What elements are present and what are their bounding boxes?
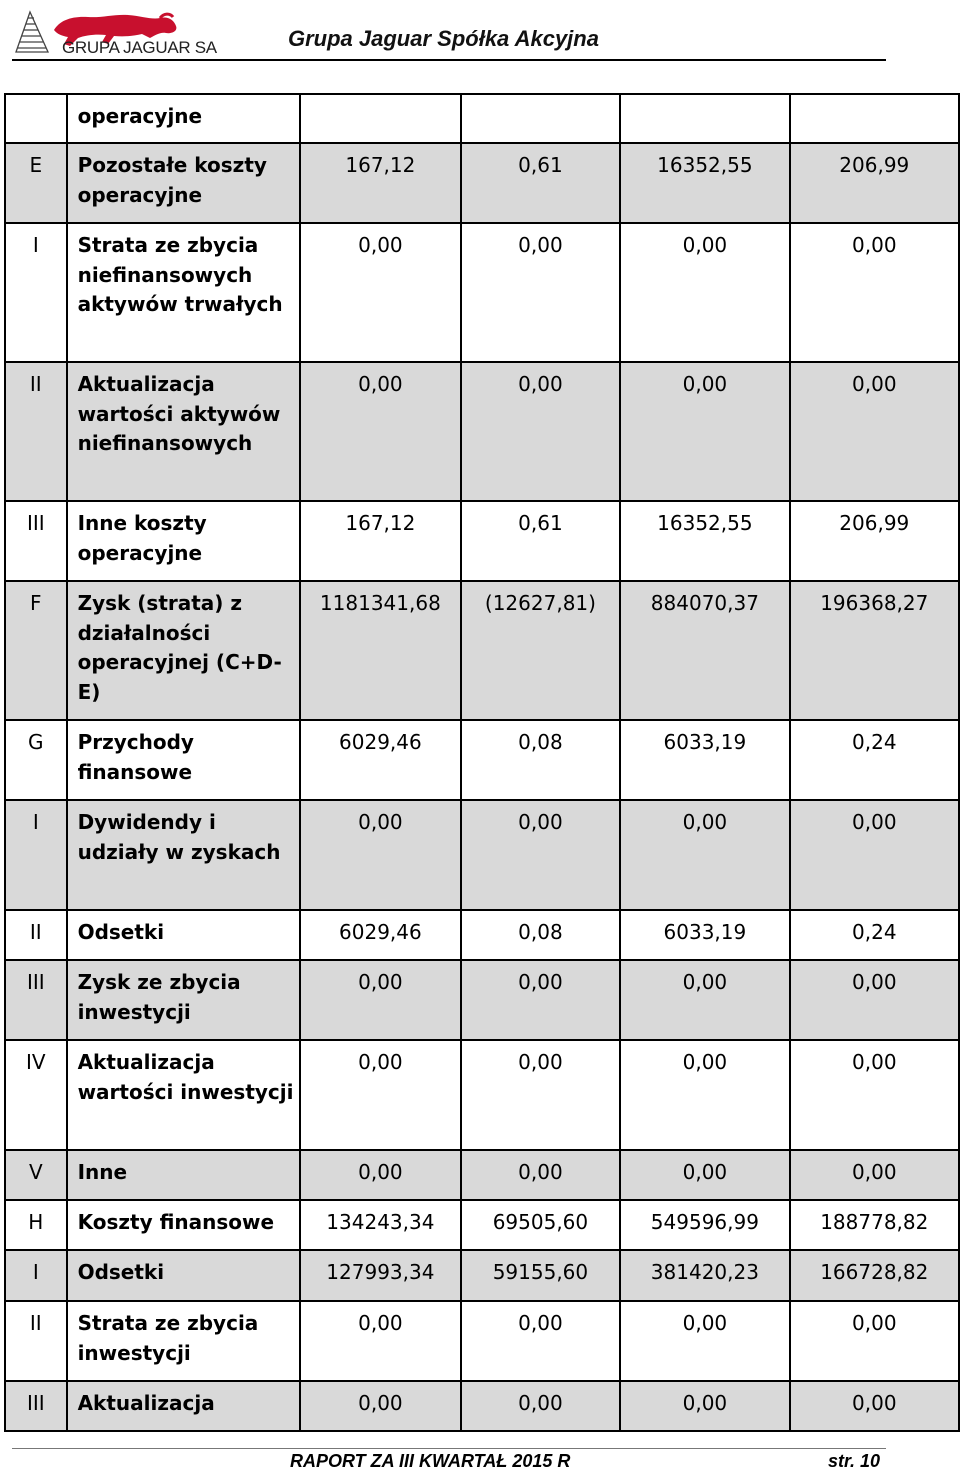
value-cell: 69505,60 xyxy=(461,1200,621,1250)
value-cell: 0,00 xyxy=(790,1150,959,1200)
row-label: operacyjne xyxy=(67,94,301,143)
value-cell: 0,00 xyxy=(461,1150,621,1200)
value-cell: 0,00 xyxy=(790,1381,959,1431)
value-cell: 0,00 xyxy=(790,1301,959,1381)
table-row xyxy=(5,960,959,1040)
value-cell: 0,00 xyxy=(620,223,789,362)
table-row xyxy=(5,143,959,223)
row-label: Aktualizacja wartości inwestycji xyxy=(67,1040,301,1150)
value-cell: 167,12 xyxy=(300,501,461,581)
table-row xyxy=(5,800,959,910)
value-cell xyxy=(620,94,789,143)
row-code: E xyxy=(5,143,67,223)
value-cell: 0,00 xyxy=(461,223,621,362)
value-cell: 0,61 xyxy=(461,143,621,223)
row-code: III xyxy=(5,1381,67,1431)
value-cell: 0,00 xyxy=(461,800,621,910)
row-label: Zysk ze zbycia inwestycji xyxy=(67,960,301,1040)
footer-report-title: RAPORT ZA III KWARTAŁ 2015 R xyxy=(290,1451,571,1471)
value-cell: 0,08 xyxy=(461,910,621,960)
value-cell: 206,99 xyxy=(790,501,959,581)
value-cell: 16352,55 xyxy=(620,501,789,581)
value-cell xyxy=(461,94,621,143)
value-cell: 549596,99 xyxy=(620,1200,789,1250)
table-row xyxy=(5,501,959,581)
row-code: G xyxy=(5,720,67,800)
value-cell: 0,00 xyxy=(790,223,959,362)
value-cell: 1181341,68 xyxy=(300,581,461,720)
value-cell xyxy=(790,94,959,143)
value-cell: 0,00 xyxy=(620,1381,789,1431)
row-label: Odsetki xyxy=(67,910,301,960)
row-code: I xyxy=(5,223,67,362)
value-cell: 206,99 xyxy=(790,143,959,223)
value-cell: 0,00 xyxy=(300,362,461,501)
value-cell: 0,00 xyxy=(300,1040,461,1150)
value-cell: 167,12 xyxy=(300,143,461,223)
value-cell: 884070,37 xyxy=(620,581,789,720)
value-cell: 0,00 xyxy=(620,800,789,910)
value-cell: 0,00 xyxy=(300,1301,461,1381)
value-cell: 0,00 xyxy=(300,1150,461,1200)
value-cell: 0,00 xyxy=(461,362,621,501)
value-cell: 0,00 xyxy=(790,960,959,1040)
value-cell: 0,00 xyxy=(790,362,959,501)
row-code: F xyxy=(5,581,67,720)
row-code: II xyxy=(5,1301,67,1381)
value-cell: 134243,34 xyxy=(300,1200,461,1250)
row-code: I xyxy=(5,800,67,910)
row-label: Strata ze zbycia inwestycji xyxy=(67,1301,301,1381)
row-label: Inne koszty operacyjne xyxy=(67,501,301,581)
row-label: Pozostałe koszty operacyjne xyxy=(67,143,301,223)
value-cell: 6029,46 xyxy=(300,720,461,800)
value-cell: 0,08 xyxy=(461,720,621,800)
table-row xyxy=(5,720,959,800)
value-cell: 6029,46 xyxy=(300,910,461,960)
value-cell: 0,00 xyxy=(461,960,621,1040)
value-cell: 0,00 xyxy=(461,1381,621,1431)
header-divider xyxy=(12,59,886,61)
company-name: Grupa Jaguar Spółka Akcyjna xyxy=(288,26,599,51)
table-row xyxy=(5,1381,959,1431)
table-row xyxy=(5,362,959,501)
row-code: II xyxy=(5,362,67,501)
value-cell: 0,00 xyxy=(620,362,789,501)
table-row xyxy=(5,1150,959,1200)
row-code: III xyxy=(5,501,67,581)
value-cell: 188778,82 xyxy=(790,1200,959,1250)
value-cell: 6033,19 xyxy=(620,910,789,960)
row-code: III xyxy=(5,960,67,1040)
value-cell: 0,00 xyxy=(790,1040,959,1150)
row-label: Odsetki xyxy=(67,1250,301,1301)
value-cell: 16352,55 xyxy=(620,143,789,223)
value-cell: 0,00 xyxy=(461,1301,621,1381)
value-cell: 0,00 xyxy=(300,800,461,910)
table-row xyxy=(5,1200,959,1250)
value-cell: (12627,81) xyxy=(461,581,621,720)
row-label: Aktualizacja xyxy=(67,1381,301,1431)
row-label: Strata ze zbycia niefinansowych aktywów trwałych xyxy=(67,223,301,362)
value-cell: 59155,60 xyxy=(461,1250,621,1301)
value-cell: 6033,19 xyxy=(620,720,789,800)
company-logo xyxy=(10,4,217,62)
value-cell: 166728,82 xyxy=(790,1250,959,1301)
table-row xyxy=(5,1040,959,1150)
value-cell: 0,24 xyxy=(790,720,959,800)
financial-table xyxy=(4,93,960,1432)
row-code: IV xyxy=(5,1040,67,1150)
value-cell: 0,00 xyxy=(620,960,789,1040)
row-label: Zysk (strata) z działalności operacyjnej (C+D-E) xyxy=(67,581,301,720)
table-row xyxy=(5,1250,959,1301)
table-row xyxy=(5,223,959,362)
row-code: I xyxy=(5,1250,67,1301)
table-row xyxy=(5,94,959,143)
value-cell: 0,00 xyxy=(300,960,461,1040)
logo-text: GRUPA JAGUAR SA xyxy=(62,38,217,57)
row-code xyxy=(5,94,67,143)
value-cell: 381420,23 xyxy=(620,1250,789,1301)
value-cell: 196368,27 xyxy=(790,581,959,720)
value-cell: 0,61 xyxy=(461,501,621,581)
value-cell: 0,00 xyxy=(790,800,959,910)
page-number: str. 10 xyxy=(828,1451,881,1471)
row-label: Przychody finansowe xyxy=(67,720,301,800)
footer-divider xyxy=(12,1448,886,1449)
value-cell: 0,00 xyxy=(620,1301,789,1381)
table-row xyxy=(5,581,959,720)
row-label: Aktualizacja wartości aktywów niefinansowych xyxy=(67,362,301,501)
row-code: II xyxy=(5,910,67,960)
value-cell: 0,00 xyxy=(620,1150,789,1200)
row-code: V xyxy=(5,1150,67,1200)
row-label: Koszty finansowe xyxy=(67,1200,301,1250)
value-cell: 0,00 xyxy=(300,1381,461,1431)
value-cell: 0,00 xyxy=(300,223,461,362)
value-cell xyxy=(300,94,461,143)
value-cell: 0,24 xyxy=(790,910,959,960)
table-row xyxy=(5,1301,959,1381)
value-cell: 0,00 xyxy=(620,1040,789,1150)
value-cell: 0,00 xyxy=(461,1040,621,1150)
row-label: Dywidendy i udziały w zyskach xyxy=(67,800,301,910)
row-code: H xyxy=(5,1200,67,1250)
table-row xyxy=(5,910,959,960)
value-cell: 127993,34 xyxy=(300,1250,461,1301)
row-label: Inne xyxy=(67,1150,301,1200)
